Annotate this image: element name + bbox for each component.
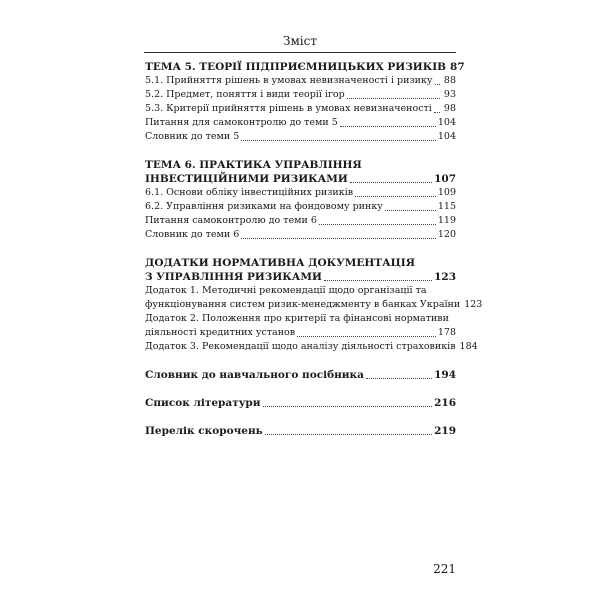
dot-leader xyxy=(319,214,436,225)
dot-leader xyxy=(355,186,436,197)
dot-leader xyxy=(385,200,436,211)
entry-label: Словник до теми 5 xyxy=(145,131,240,142)
page-ref: 216 xyxy=(434,397,456,409)
entry-label: 5.1. Прийняття рішень в умовах невизначеності і ризику xyxy=(145,75,433,86)
dot-leader xyxy=(265,424,432,435)
entry-label: 5.3. Критерії прийняття рішень в умовах невизначеності xyxy=(145,103,432,114)
entry-label: 6.1. Основи обліку інвестиційних ризиків xyxy=(145,187,354,198)
entry-label-line[interactable]: Додаток 2. Положення про критерії та фінансові нормативи xyxy=(145,313,449,324)
toc-entry[interactable] xyxy=(145,298,483,312)
section-title-line[interactable]: ТЕМА 6. ПРАКТИКА УПРАВЛІННЯ xyxy=(145,159,362,171)
page-number: 221 xyxy=(433,562,456,576)
running-head: Зміст xyxy=(282,34,317,48)
dot-leader xyxy=(340,116,436,127)
toc-entry[interactable] xyxy=(145,88,456,102)
toc-entry[interactable] xyxy=(145,200,456,214)
toc-section-heading[interactable] xyxy=(145,270,456,284)
page-ref: 194 xyxy=(434,369,456,381)
toc-section-heading[interactable] xyxy=(145,172,456,186)
entry-label: 6.2. Управління ризиками на фондовому ринку xyxy=(145,201,383,212)
toc-section-heading[interactable] xyxy=(145,60,465,74)
page-ref: 123 xyxy=(434,271,456,283)
toc-section-heading[interactable] xyxy=(145,396,456,410)
page-ref: 87 xyxy=(450,61,465,73)
entry-label: Словник до теми 6 xyxy=(145,229,240,240)
page-ref: 120 xyxy=(437,229,456,240)
header-rule xyxy=(144,52,456,53)
section-title: Перелік скорочень xyxy=(145,425,263,437)
section-title: Словник до навчального посібника xyxy=(145,369,364,381)
entry-label: 5.2. Предмет, поняття і види теорії ігор xyxy=(145,89,345,100)
toc-entry[interactable] xyxy=(145,74,456,88)
dot-leader xyxy=(263,396,433,407)
table-of-contents xyxy=(145,60,483,438)
page-ref: 184 xyxy=(459,341,478,352)
page-ref: 178 xyxy=(437,327,456,338)
dot-leader xyxy=(297,326,436,337)
page-ref: 109 xyxy=(437,187,456,198)
page-ref: 123 xyxy=(464,299,483,310)
toc-entry[interactable] xyxy=(145,340,478,354)
dot-leader xyxy=(366,368,432,379)
toc-entry[interactable] xyxy=(145,228,456,242)
toc-section-heading[interactable] xyxy=(145,368,456,382)
spacer xyxy=(145,242,456,256)
dot-leader xyxy=(434,102,440,113)
toc-entry[interactable] xyxy=(145,326,456,340)
section-title: Список літератури xyxy=(145,397,261,409)
entry-label: Додаток 3. Рекомендації щодо аналізу діяльності страховиків xyxy=(145,341,456,352)
dot-leader xyxy=(241,228,436,239)
entry-label: Питання для самоконтролю до теми 5 xyxy=(145,117,338,128)
page-ref: 104 xyxy=(437,117,456,128)
entry-label: діяльності кредитних установ xyxy=(145,327,296,338)
dot-leader xyxy=(241,130,436,141)
page-ref: 107 xyxy=(434,173,456,185)
entry-label: функціонування систем ризик-менеджменту в банках України xyxy=(145,299,461,310)
page-ref: 93 xyxy=(443,89,456,100)
entry-label-line[interactable]: Додаток 1. Методичні рекомендації щодо організації та xyxy=(145,285,427,296)
dot-leader xyxy=(350,172,432,183)
toc-section-heading[interactable] xyxy=(145,424,456,438)
section-title-line[interactable]: ДОДАТКИ НОРМАТИВНА ДОКУМЕНТАЦІЯ xyxy=(145,257,415,269)
page-ref: 119 xyxy=(437,215,456,226)
page-ref: 88 xyxy=(443,75,456,86)
page-ref: 219 xyxy=(434,425,456,437)
toc-entry[interactable] xyxy=(145,214,456,228)
dot-leader xyxy=(435,74,441,85)
section-title: ТЕМА 5. ТЕОРІЇ ПІДПРИЄМНИЦЬКИХ РИЗИКІВ xyxy=(145,61,447,73)
spacer xyxy=(145,410,456,424)
page-ref: 104 xyxy=(437,131,456,142)
toc-entry[interactable] xyxy=(145,116,456,130)
section-title: ІНВЕСТИЦІЙНИМИ РИЗИКАМИ xyxy=(145,173,348,185)
toc-entry[interactable] xyxy=(145,186,456,200)
toc-entry[interactable] xyxy=(145,102,456,116)
spacer xyxy=(145,382,456,396)
spacer xyxy=(145,354,456,368)
spacer xyxy=(145,144,456,158)
section-title: З УПРАВЛІННЯ РИЗИКАМИ xyxy=(145,271,322,283)
page-ref: 98 xyxy=(443,103,456,114)
dot-leader xyxy=(347,88,440,99)
toc-entry[interactable] xyxy=(145,130,456,144)
entry-label: Питання самоконтролю до теми 6 xyxy=(145,215,317,226)
page-ref: 115 xyxy=(437,201,456,212)
dot-leader xyxy=(324,270,432,281)
